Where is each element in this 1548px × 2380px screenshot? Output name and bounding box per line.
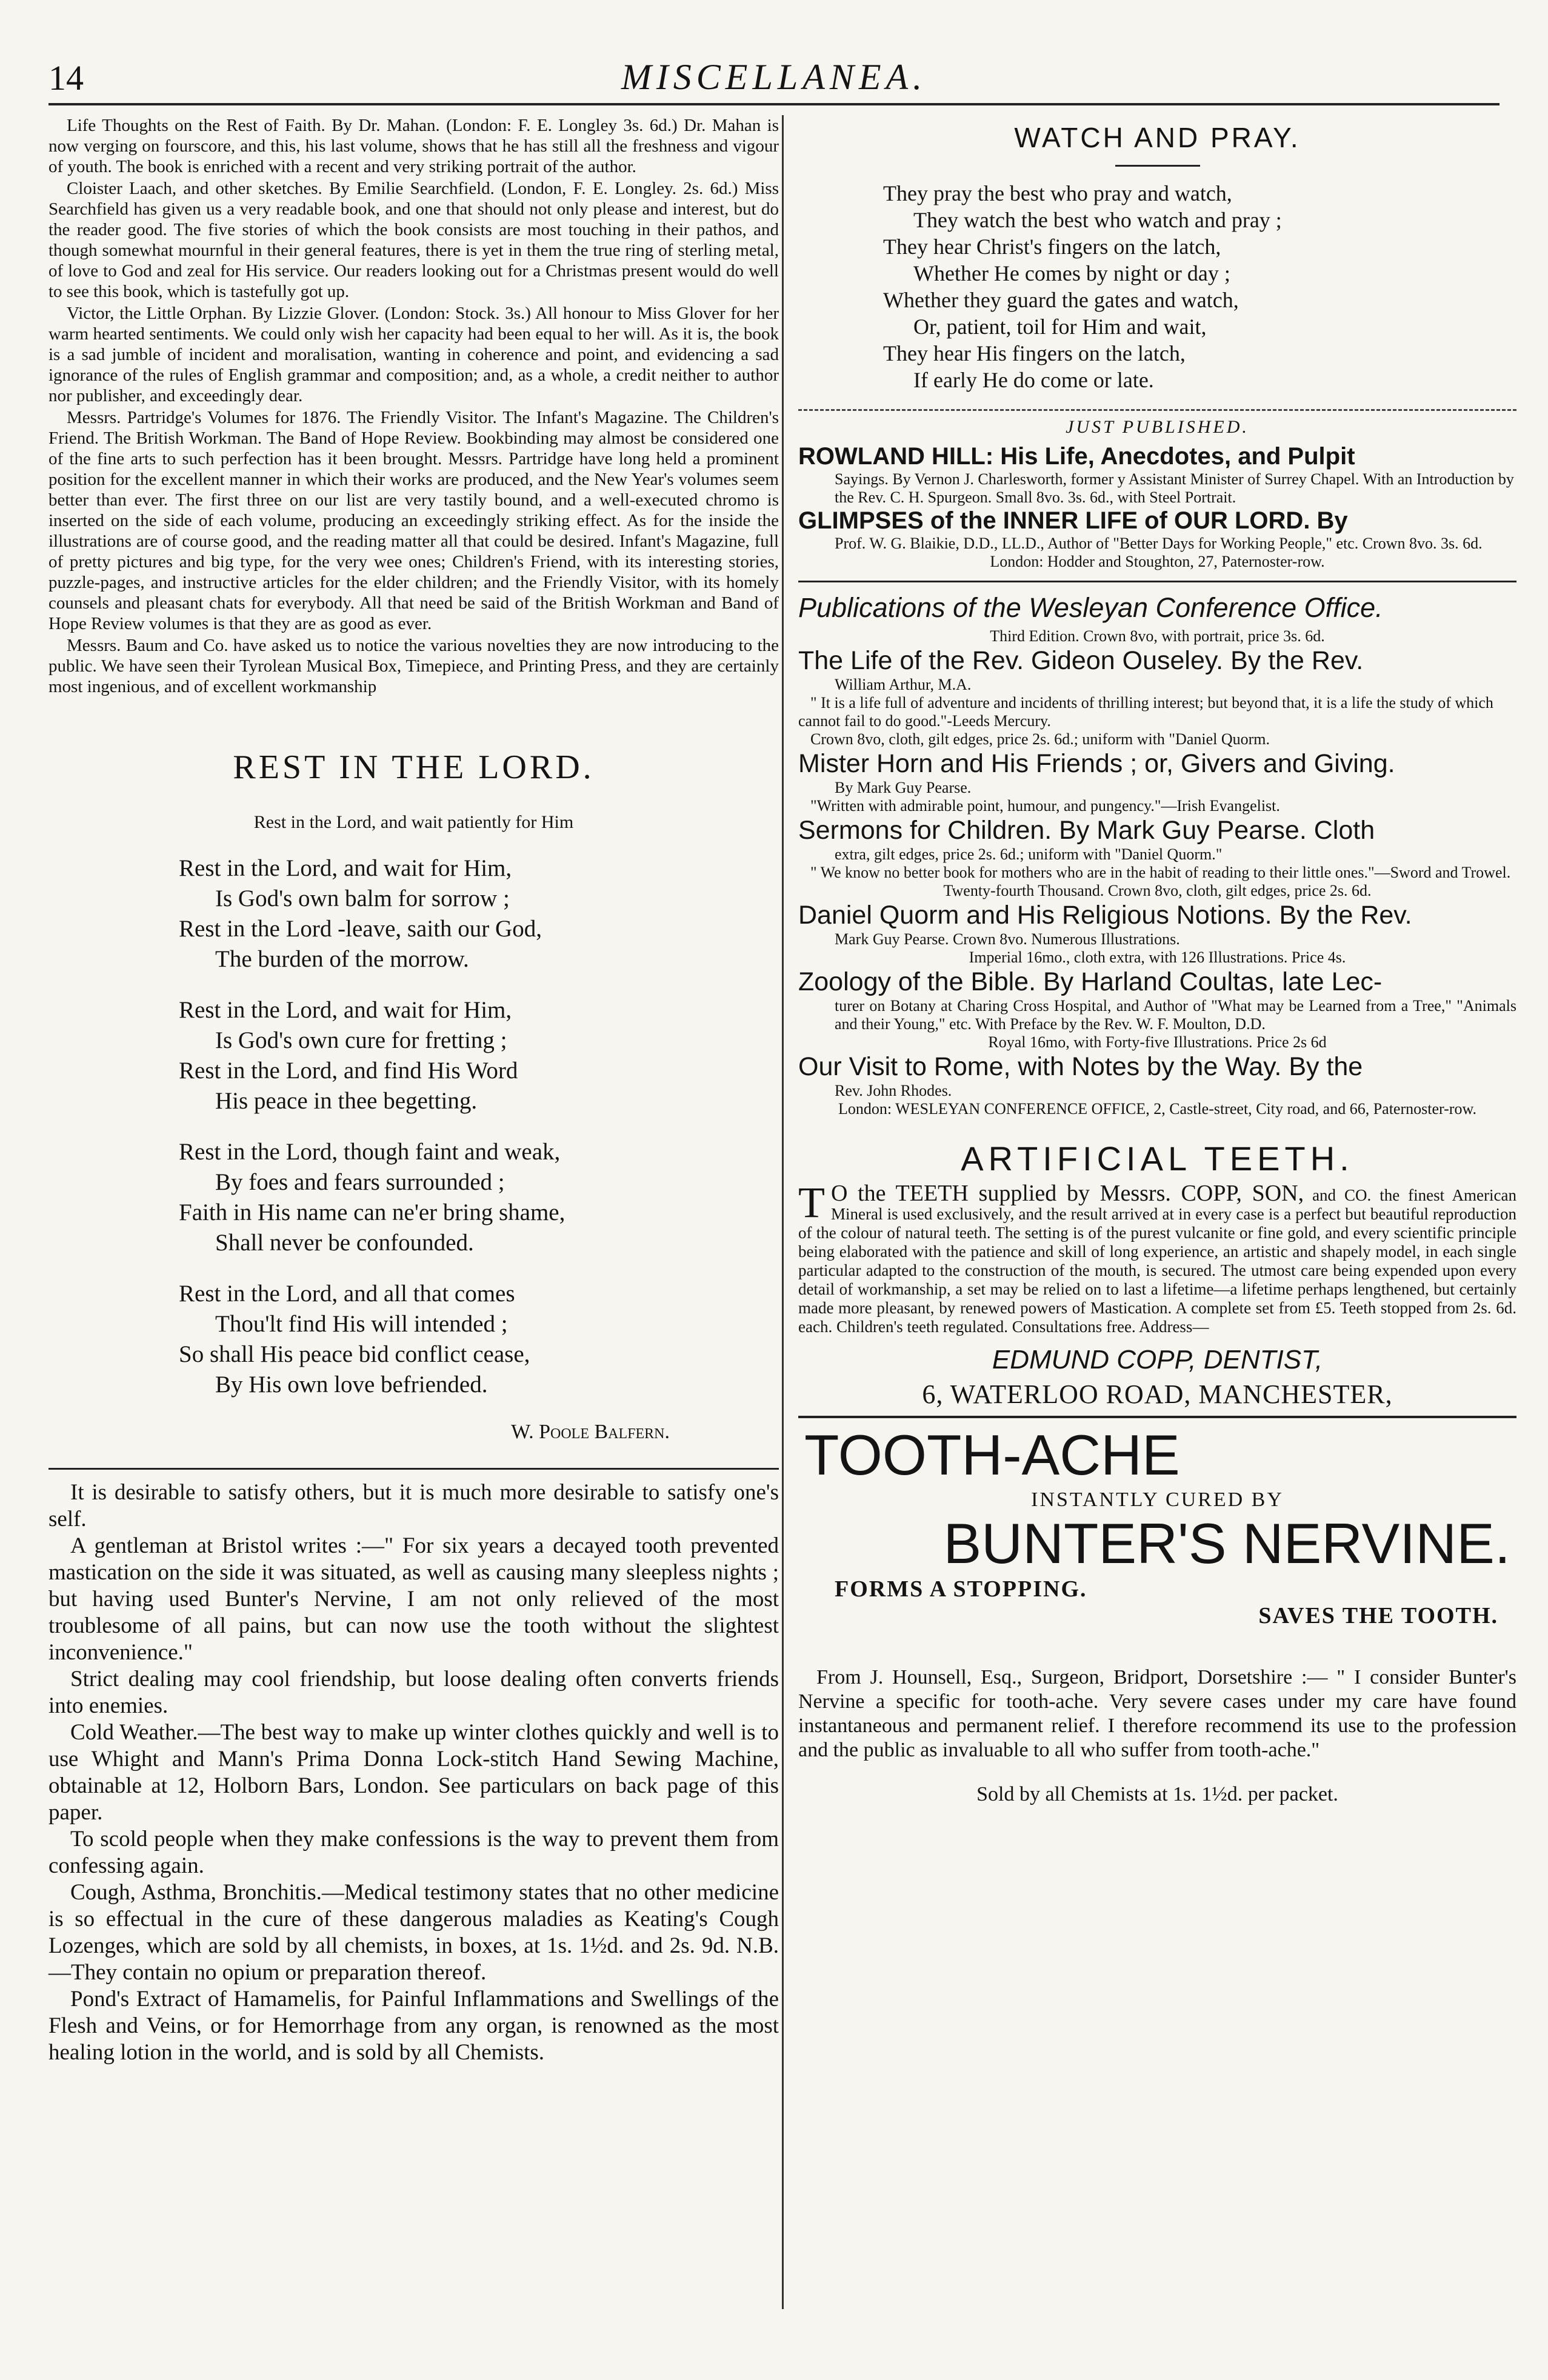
toothache-title: TOOTH-ACHE <box>804 1423 1180 1487</box>
saves-the-tooth: SAVES THE TOOTH. <box>1258 1603 1498 1628</box>
paragraph: Strict dealing may cool friendship, but loose dealing often converts friends into enemies. <box>48 1667 779 1718</box>
wesleyan-item-author: turer on Botany at Charing Cross Hospital, and Author of "What may be Learned from a Tree," "Animals and their Young," etc. With Preface by the Rev. W. F. Moulton, D.D. <box>835 997 1516 1033</box>
watch-pray-title: WATCH AND PRAY. <box>1014 122 1301 153</box>
just-published-heading: JUST PUBLISHED. <box>1066 417 1249 437</box>
review-baum: Messrs. Baum and Co. have asked us to notice the various novelties they are now introducing to the public. We have seen their Tyrolean Musical Box, Timepiece, and Printing Press, and they are certainly most ingenious, and of excellent workmanship <box>48 636 779 696</box>
wesleyan-item-note: Royal 16mo, with Forty-five Illustrations. Price 2s 6d <box>988 1033 1327 1051</box>
dentist-address: 6, WATERLOO ROAD, MANCHESTER, <box>922 1379 1393 1409</box>
wesleyan-address: London: WESLEYAN CONFERENCE OFFICE, 2, Castle-street, City road, and 66, Paternoster-row. <box>838 1100 1477 1118</box>
poem-line: If early He do come or late. <box>913 368 1154 392</box>
paragraph: A gentleman at Bristol writes :—" For six years a decayed tooth prevented mastication on the side it was situated, as well as causing many sleepless nights ; but having used Bunter's Nervine, I am not only relieved of the most troublesome of all pains, but can now use the tooth without the slightest inconvenience." <box>48 1533 779 1665</box>
poem-line: Whether they guard the gates and watch, <box>883 288 1239 312</box>
wesleyan-item-author: Rev. John Rhodes. <box>835 1082 952 1099</box>
wesleyan-item-note: Twenty-fourth Thousand. Crown 8vo, cloth, gilt edges, price 2s. 6d. <box>943 882 1372 899</box>
teeth-text: and CO. the finest American Mineral is used exclusively, and the result arrived at in every case is a perfect but beautiful reproduction of the colour of natural teeth. The setting is of the purest vulcanite or fine gold, and every scientific principle being elaborated with the patience and skill of long experience, an artistic and shapely model, in each single particular adapted to the construction of the mouth, is secured. The utmost care being expended upon every detail of workmanship, a set may be relied on to last a lifetime—a lifetime perhaps lengthened, but certainly made more pleasant, by renewed powers of Mastication. A complete set from £5. Teeth stopped from 2s. 6d. each. Children's teeth regulated. Consultations free. Address— <box>798 1186 1516 1336</box>
teeth-lead: O the TEETH supplied by Messrs. COPP, SON, <box>830 1181 1304 1206</box>
wesleyan-item-author: By Mark Guy Pearse. <box>835 779 972 796</box>
poem-title: REST IN THE LORD. <box>233 748 595 786</box>
wesleyan-item-author: William Arthur, M.A. <box>835 676 972 693</box>
divider <box>798 581 1516 582</box>
poem-line: Rest in the Lord, and wait for Him, <box>179 855 512 881</box>
wesleyan-item-title: The Life of the Rev. Gideon Ouseley. By the Rev. <box>798 646 1364 675</box>
testimonial: From J. Hounsell, Esq., Surgeon, Bridport, Dorsetshire :— " I consider Bunter's Nervine a specific for tooth-ache. Very severe cases under my care have found instantaneous and permanent relief. I therefore recommend its use to the profession and the public as invaluable to all who suffer from tooth-ache." <box>798 1666 1516 1761</box>
poem-line: Rest in the Lord, and all that comes <box>179 1281 515 1307</box>
poem-line: Shall never be confounded. <box>215 1230 474 1256</box>
artificial-teeth-body <box>798 1178 1516 1336</box>
page-number: 14 <box>48 58 84 98</box>
drop-cap: T <box>798 1178 825 1227</box>
poem-stanza <box>179 1279 779 1400</box>
poem-line: Rest in the Lord, though faint and weak, <box>179 1139 561 1165</box>
wesleyan-item-title: Daniel Quorm and His Religious Notions. By the Rev. <box>798 901 1412 930</box>
poem-line: They hear His fingers on the latch, <box>883 341 1186 365</box>
poem-stanza <box>179 853 779 975</box>
toothache-ad <box>798 1416 1516 1806</box>
divider <box>48 1468 779 1470</box>
left-column <box>48 115 779 2066</box>
bunters-nervine: BUNTER'S NERVINE. <box>943 1512 1510 1575</box>
poem-line: By foes and fears surrounded ; <box>215 1169 505 1195</box>
poem-line: His peace in thee begetting. <box>215 1088 478 1114</box>
wesleyan-item-title: Zoology of the Bible. By Harland Coultas, late Lec- <box>798 967 1383 996</box>
poem-line: The burden of the morrow. <box>215 946 469 972</box>
wesleyan-item-quote: " We know no better book for mothers who are in the habit of reading to their little ones."—Sword and Trowel. <box>810 864 1511 881</box>
poem-intro: Rest in the Lord, and wait patiently for Him <box>253 812 574 832</box>
divider <box>1115 165 1200 167</box>
paragraph: It is desirable to satisfy others, but it is much more desirable to satisfy one's self. <box>48 1480 779 1532</box>
review-partridge: Messrs. Partridge's Volumes for 1876. The Friendly Visitor. The Infant's Magazine. The Children's Friend. The British Workman. The Band of Hope Review. Bookbinding may almost be considered one of the fine arts to such perfection has it been brought. Messrs. Partridge have long held a prominent position for the excellent manner in which their works are produced, and the New Year's volumes seem better than ever. The first three on our list are very tastily bound, and a well-executed chromo is inserted on the side of each volume, producing an exceedingly striking effect. As for the inside the illustrations are of course good, and the reading matter all that could be desired. Infant's Magazine, full of pretty pictures and big type, for the very wee ones; Children's Friend, with its interesting stories, puzzle-pages, and instructive articles for the elder children; and the Friendly Visitor, with its homely counsels and pleasant chats for everybody. All that need be said of the British Workman and Band of Hope Review volumes is that they are as good as ever. <box>48 408 779 633</box>
right-column <box>782 115 1516 2309</box>
poem-line: Faith in His name can ne'er bring shame, <box>179 1199 565 1225</box>
poem-line: Or, patient, toil for Him and wait, <box>913 315 1207 339</box>
page-title: MISCELLANEA. <box>621 57 927 97</box>
wesleyan-item-author: Mark Guy Pearse. Crown 8vo. Numerous Illustrations. <box>835 930 1180 948</box>
poem-line: Thou'lt find His will intended ; <box>215 1311 508 1337</box>
sold-by: Sold by all Chemists at 1s. 1½d. per packet. <box>976 1783 1338 1805</box>
page-header <box>48 55 1500 105</box>
poem-line: They watch the best who watch and pray ; <box>913 208 1282 232</box>
wesleyan-item-quote: "Written with admirable point, humour, and pungency."—Irish Evangelist. <box>810 797 1280 815</box>
instantly-cured: INSTANTLY CURED BY <box>1031 1488 1284 1511</box>
dentist-name: EDMUND COPP, DENTIST, <box>992 1345 1323 1375</box>
divider <box>798 409 1516 411</box>
forms-a-stopping: FORMS A STOPPING. <box>835 1576 1087 1602</box>
wesleyan-item-quote: " It is a life full of adventure and incidents of thrilling interest; but beyond that, it is a life the study of which cannot fail to do good."-Leeds Mercury. <box>798 694 1493 730</box>
artificial-teeth-title: ARTIFICIAL TEETH. <box>961 1139 1354 1178</box>
wesleyan-item-title: Mister Horn and His Friends ; or, Givers and Giving. <box>798 749 1395 778</box>
paragraph: Pond's Extract of Hamamelis, for Painful Inflammations and Swellings of the Flesh and Veins, or for Hemorrhage from any organ, is renowned as the most healing lotion in the world, and is sold by all Chemists. <box>48 1987 779 2065</box>
poem-line: So shall His peace bid conflict cease, <box>179 1341 530 1367</box>
poem-line: They pray the best who pray and watch, <box>883 181 1232 205</box>
wesleyan-item-author: extra, gilt edges, price 2s. 6d.; uniform with "Daniel Quorm." <box>835 845 1223 863</box>
poem-line: Rest in the Lord, and find His Word <box>179 1058 518 1084</box>
book-glimpses-title: GLIMPSES of the INNER LIFE of OUR LORD. By <box>798 507 1348 534</box>
paragraph: To scold people when they make confessions is the way to prevent them from confessing again. <box>48 1827 779 1878</box>
wesleyan-item-title: Our Visit to Rome, with Notes by the Way. By the <box>798 1052 1363 1081</box>
book-rowland-hill-title: ROWLAND HILL: His Life, Anecdotes, and Pulpit <box>798 443 1355 470</box>
wesleyan-title: Publications of the Wesleyan Conference Office. <box>798 592 1383 623</box>
paragraph: Cold Weather.—The best way to make up winter clothes quickly and well is to use Whight and Mann's Prima Donna Lock-stitch Hand Sewing Machine, obtainable at 12, Holborn Bars, London. See particulars on back page of this paper. <box>48 1720 779 1825</box>
book-glimpses-desc: Prof. W. G. Blaikie, D.D., LL.D., Author of "Better Days for Working People," etc. Crown 8vo. 3s. 6d. <box>835 535 1483 552</box>
wesleyan-item-note: Crown 8vo, cloth, gilt edges, price 2s. 6d.; uniform with "Daniel Quorm. <box>810 730 1270 748</box>
poem-stanza <box>179 995 779 1116</box>
poem-line: By His own love befriended. <box>215 1372 488 1398</box>
review-victor: Victor, the Little Orphan. By Lizzie Glover. (London: Stock. 3s.) All honour to Miss Glover for her warm hearted sentiments. We could only wish her capacity had been equal to her will. As it is, the book is a sad jumble of incident and moralisation, wanting in coherence and point, and evidencing a sad ignorance of the rules of English grammar and composition; and, as a whole, a credit neither to author nor publisher, and exceedingly dear. <box>48 304 779 405</box>
review-cloister-laach: Cloister Laach, and other sketches. By Emilie Searchfield. (London, F. E. Longley. 2s. 6d.) Miss Searchfield has given us a very readable book, and one that should not only please and interest, but do the reader good. The five stories of which the book consists are most touching in their pathos, and though somewhat mournful in their general features, there is yet in them the true ring of sterling metal, of love to God and zeal for His service. Our readers looking out for a Christmas present would do well to see this book, which is tastefully got up. <box>48 179 779 301</box>
review-life-thoughts: Life Thoughts on the Rest of Faith. By Dr. Mahan. (London: F. E. Longley 3s. 6d.) Dr. Mahan is now verging on fourscore, and this, his last volume, shows that he has still all the freshness and vigour of youth. The book is enriched with a recent and very striking portrait of the author. <box>48 116 779 176</box>
paragraph: Cough, Asthma, Bronchitis.—Medical testimony states that no other medicine is so effectual in the cure of these dangerous maladies as Keating's Cough Lozenges, which are sold by all chemists, in boxes, at 1s. 1½d. and 2s. 9d. N.B.—They contain no opium or preparation thereof. <box>48 1880 779 1985</box>
poem-line: Whether He comes by night or day ; <box>913 261 1230 285</box>
poem-line: They hear Christ's fingers on the latch, <box>883 235 1221 259</box>
poem-line: Rest in the Lord, and wait for Him, <box>179 997 512 1023</box>
wesleyan-item-note: Imperial 16mo., cloth extra, with 126 Illustrations. Price 4s. <box>969 948 1346 966</box>
book-publisher: London: Hodder and Stoughton, 27, Paternoster-row. <box>990 553 1325 570</box>
watch-pray-poem <box>883 180 1516 393</box>
poem-author: W. Poole Balfern. <box>511 1421 670 1443</box>
wesleyan-edition: Third Edition. Crown 8vo, with portrait, price 3s. 6d. <box>990 627 1325 645</box>
wesleyan-item-title: Sermons for Children. By Mark Guy Pearse. Cloth <box>798 816 1375 845</box>
poem-line: Is God's own balm for sorrow ; <box>215 885 510 912</box>
book-rowland-hill-desc: Sayings. By Vernon J. Charlesworth, former y Assistant Minister of Surrey Chapel. With an Introduction by the Rev. C. H. Spurgeon. Small 8vo. 3s. 6d., with Steel Portrait. <box>835 470 1514 506</box>
poem-line: Is God's own cure for fretting ; <box>215 1027 507 1053</box>
poem-line: Rest in the Lord -leave, saith our God, <box>179 916 542 942</box>
poem-stanza <box>179 1137 779 1258</box>
